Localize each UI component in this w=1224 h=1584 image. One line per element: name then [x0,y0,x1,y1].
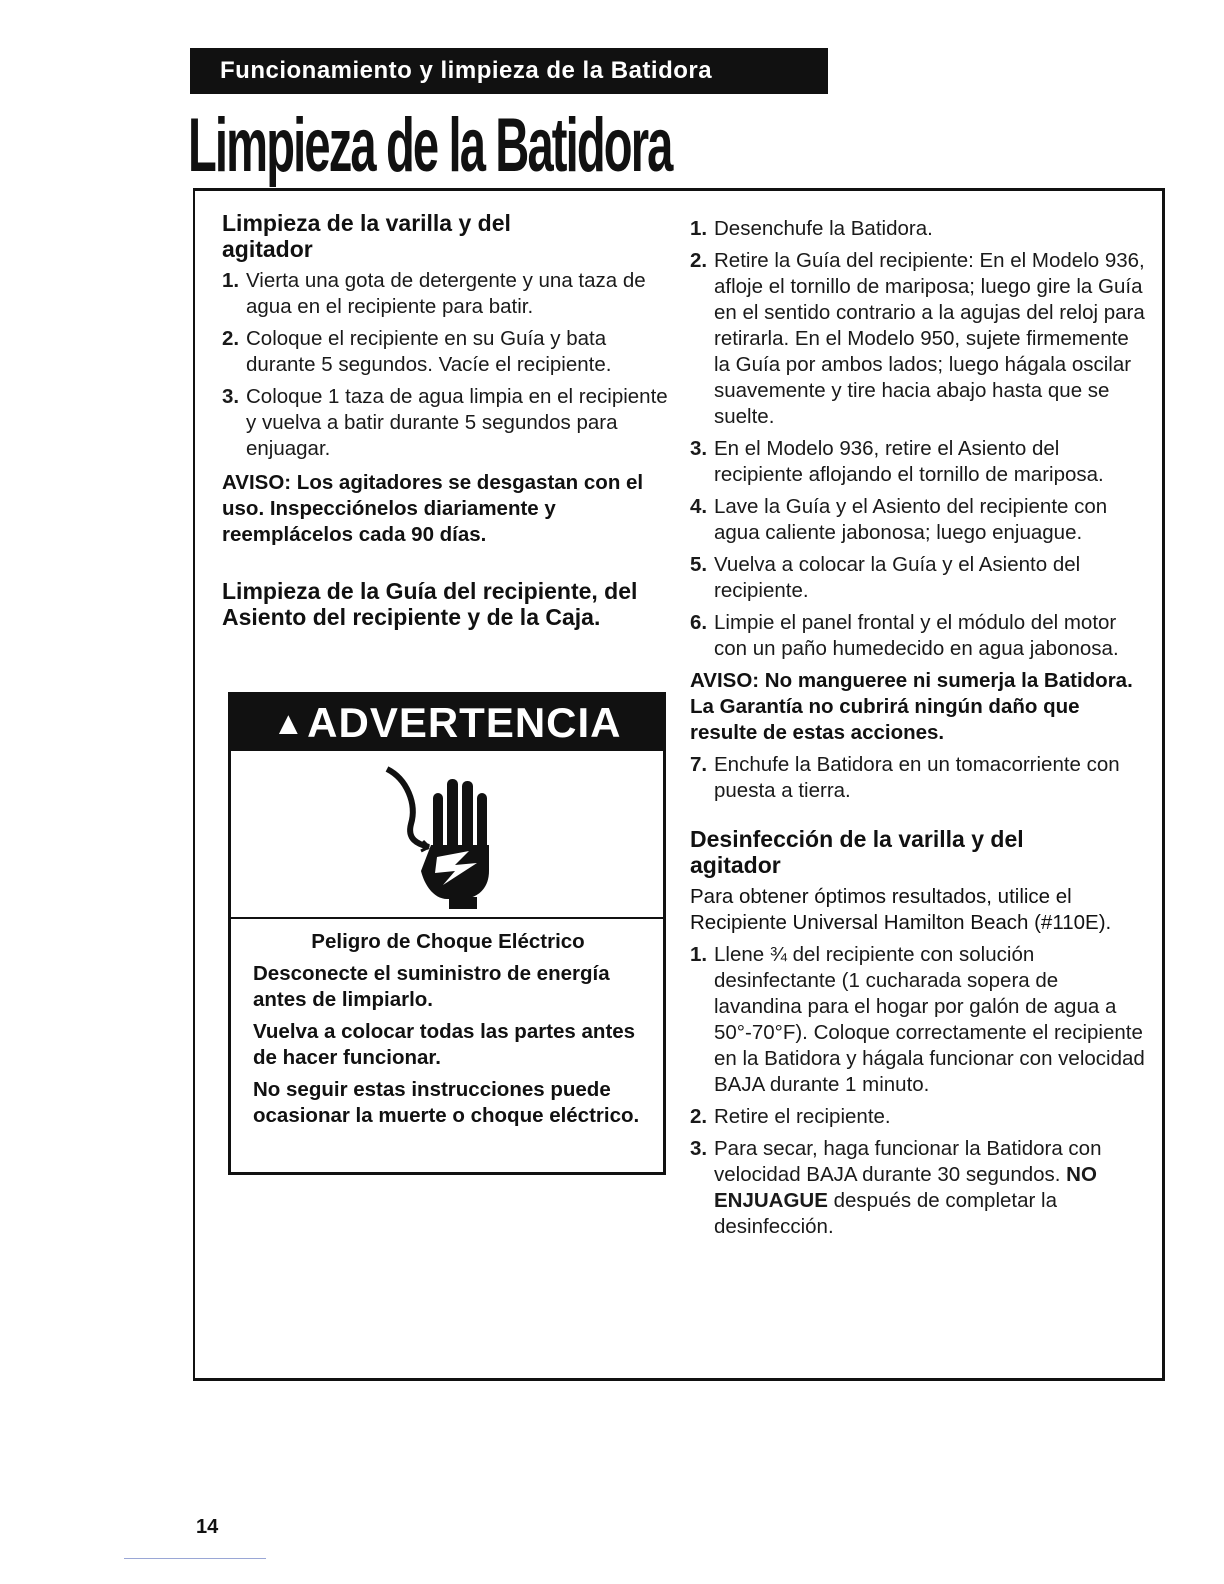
disinfection-intro: Para obtener óptimos resultados, utilice el Recipiente Universal Hamilton Beach (#110E). [690,885,1112,934]
warning-line: No seguir estas instrucciones puede ocasionar la muerte o choque eléctrico. [253,1078,640,1127]
list-item: 4. Lave la Guía y el Asiento del recipiente con agua caliente jabonosa; luego enjuague. [690,495,1108,544]
list-item: 3. En el Modelo 936, retire el Asiento del recipiente aflojando el tornillo de mariposa. [690,437,1104,486]
warning-subtitle: Peligro de Choque Eléctrico [311,930,585,953]
list-item: 6. Limpie el panel frontal y el módulo del motor con un paño humedecido en agua jabonosa. [690,611,1119,660]
list-item: 1. Vierta una gota de detergente y una taza de agua en el recipiente para batir. [222,269,646,318]
agitator-notice: AVISO: Los agitadores se desgastan con el uso. Inspecciónelos diariamente y reemplácelos cada 90 días. [222,471,644,546]
warning-banner: ▲ ADVERTENCIA [231,695,663,751]
page-number: 14 [196,1516,219,1538]
divider [124,1558,266,1559]
electric-shock-hand-icon [377,759,517,909]
list-item: 2. Retire el recipiente. [690,1105,891,1128]
list-item: 1. Llene ¾ del recipiente con solución desinfectante (1 cucharada sopera de lavandina para el hogar por galón de agua a 50°-70°F). Coloque correctamente el recipiente en la Batidora y hágala funcionar con velocidad BAJA durante 1 minuto. [690,943,1145,1096]
left-column [222,210,668,636]
right-column [690,216,1150,1246]
list-item: 5. Vuelva a colocar la Guía y el Asiento del recipiente. [690,553,1081,602]
list-item: 3. Para secar, haga funcionar la Batidora con velocidad BAJA durante 30 segundos. NO ENJUAGUE después de completar la desinfección. [690,1137,1102,1238]
section-heading-rod-cleaning: Limpieza de la varilla y del agitador [222,210,511,262]
immersion-notice: AVISO: No mangueree ni sumerja la Batidora. La Garantía no cubrirá ningún daño que resulte de estas acciones. [690,669,1133,744]
disinfection-steps [690,942,1150,1240]
list-item: 2. Coloque el recipiente en su Guía y bata durante 5 segundos. Vacíe el recipiente. [222,327,612,376]
warning-box [228,692,666,1175]
list-item: 2. Retire la Guía del recipiente: En el Modelo 936, afloje el tornillo de mariposa; luego gire la Guía en el sentido contrario a la agujas del reloj para retirarla. En el Modelo 950, sujete firmemente la Guía por ambos lados; luego hágala oscilar suavemente y tire hacia abajo hasta que se suelte. [690,249,1145,428]
guide-cleaning-steps [690,216,1150,662]
list-item: 3. Coloque 1 taza de agua limpia en el recipiente y vuelva a batir durante 5 segundos para enjuagar. [222,385,668,460]
rod-cleaning-steps [222,268,668,462]
list-item: 1. Desenchufe la Batidora. [690,217,933,240]
section-header: Funcionamiento y limpieza de la Batidora [190,48,828,94]
warning-line: Desconecte el suministro de energía antes de limpiarlo. [253,962,610,1011]
section-heading-guide-cleaning: Limpieza de la Guía del recipiente, del Asiento del recipiente y de la Caja. [222,578,638,630]
page-title: Limpieza de la Batidora [188,103,672,188]
warning-line: Vuelva a colocar todas las partes antes de hacer funcionar. [253,1020,636,1069]
warning-triangle-icon: ▲ [272,704,306,741]
section-heading-disinfection: Desinfección de la varilla y del agitador [690,826,1024,878]
list-item: 7. Enchufe la Batidora en un tomacorriente con puesta a tierra. [690,753,1120,802]
